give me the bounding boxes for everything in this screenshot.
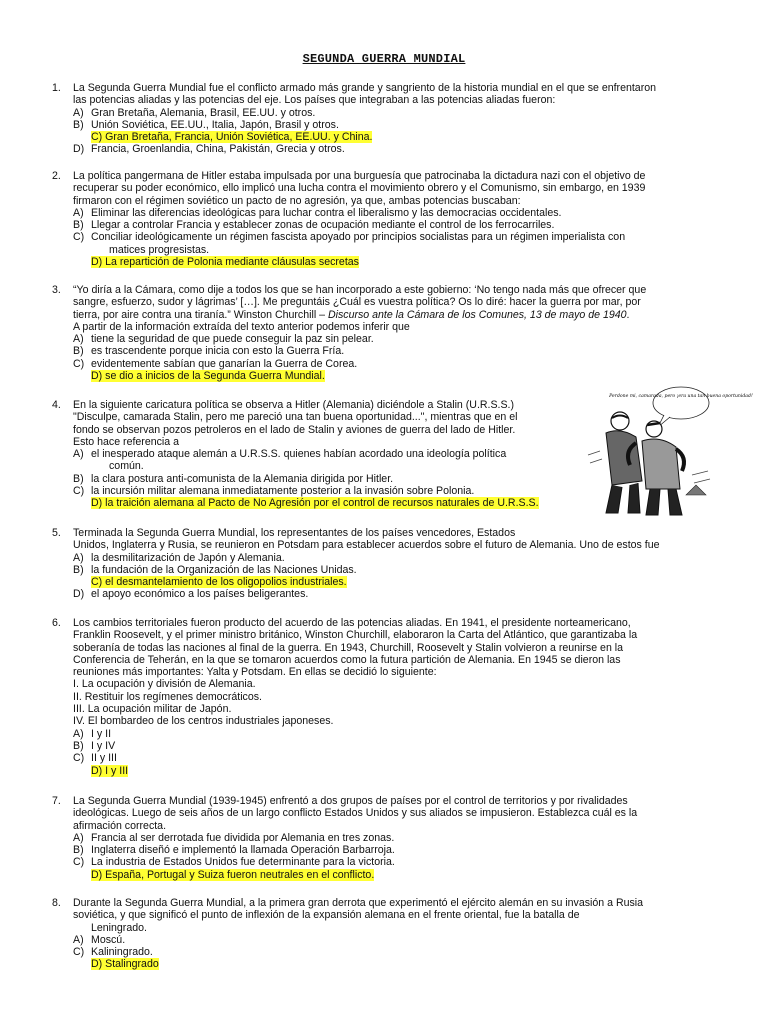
question-stem-line: recuperar su poder económico, ello implicó una lucha contra el movimiento obrero y el Comunismo, sin embargo, en 1939 (73, 182, 646, 195)
question-stem-line: reuniones más importantes: Yalta y Potsdam. En ellas se decidió lo siguiente: (73, 666, 437, 679)
question-stem-line: firmaron con el régimen soviético un pacto de no agresión, ya que, ambas potencias buscaban: (73, 194, 521, 207)
question-number: 5. (52, 527, 61, 539)
option-b: B) Llegar a controlar Francia y establecer zonas de ocupación mediante el control de los ferrocarriles. (73, 219, 555, 232)
option-c: C) La industria de Estados Unidos fue determinante para la victoria. (73, 856, 395, 869)
option-a: A) I y II (73, 727, 112, 740)
question-stem-line: Los cambios territoriales fueron producto del acuerdo de las potencias aliadas. En 1941, el presidente norteamericano, (73, 617, 631, 629)
question-stem-line: La Segunda Guerra Mundial fue el conflicto armado más grande y sangriento de la historia mundial en el que se enfrentaron (73, 82, 657, 94)
option-a: A) Eliminar las diferencias ideológicas para luchar contra el liberalismo y las democracias occidentales. (73, 206, 562, 219)
question-5 (52, 527, 743, 601)
question-number: 8. (52, 897, 61, 909)
option-c: C) II y III (73, 752, 117, 765)
option-a: A) Francia al ser derrotada fue dividida por Alemania en tres zonas. (73, 831, 395, 844)
question-2 (52, 170, 743, 268)
political-cartoon-image (584, 385, 753, 520)
question-stem-line: Unidos, Inglaterra y Rusia, se reunieron en Potsdam para establecer acuerdos sobre el futuro de Alemania. Uno de estos fue (73, 539, 660, 552)
question-stem-line: Franklin Roosevelt, y el primer ministro británico, Winston Churchill, elaboraron la Carta del Atlántico, que garantizaba la (73, 629, 638, 642)
option-a: A) Moscú. (73, 933, 126, 946)
option-a: A) la desmilitarización de Japón y Alemania. (73, 551, 285, 564)
question-stem-line: La Segunda Guerra Mundial (1939-1945) enfrentó a dos grupos de países por el control de territorios y por rivalidades (73, 795, 628, 807)
question-6 (52, 617, 743, 777)
question-stem-line: Terminada la Segunda Guerra Mundial, los representantes de los países vencedores, Estados (73, 527, 516, 539)
option-b: B) Unión Soviética, EE.UU., Italia, Japón, Brasil y otros. (73, 118, 339, 131)
question-number: 1. (52, 82, 61, 94)
option-b: B) es trascendente porque inicia con esto la Guerra Fría. (73, 345, 345, 358)
option-a: A) el inesperado ataque alemán a U.R.S.S. quienes habían acordado una ideología política común. (73, 448, 507, 473)
option-b: B) I y IV (73, 739, 116, 752)
question-number: 3. (52, 284, 61, 296)
question-stem-line: sangre, esfuerzo, sudor y lágrimas’ […]. Me preguntáis ¿Cuál es vuestra política? Os lo diré: hacer la guerra por mar, por (73, 296, 641, 309)
question-stem-line: "Disculpe, camarada Stalin, pero me pareció una tan buena oportunidad...", mientras que en el (73, 411, 518, 424)
question-stem-line: A partir de la información extraída del texto anterior podemos inferir que (73, 320, 410, 333)
question-stem-line: Conferencia de Teherán, en la que se tomaron acuerdos como la futura partición de Alemania. En 1945 se dieron las (73, 653, 621, 666)
option-a: A) tiene la seguridad de que puede conseguir la paz sin pelear. (73, 333, 374, 346)
option-c: C) evidentemente sabían que ganarían la Guerra de Corea. (73, 357, 358, 370)
option-c: C) Conciliar ideológicamente un régimen fascista apoyado por principios socialistas para un régimen imperialista con matices progresistas. (73, 231, 626, 256)
option-d: D) Francia, Groenlandia, China, Pakistán, Grecia y otros. (73, 143, 345, 156)
question-number: 7. (52, 795, 61, 807)
question-stem-line: tierra, por aire contra una tiranía.” Winston Churchill – Discurso ante la Cámara de los Comunes, 13 de mayo de 1940. (73, 308, 630, 321)
question-number: 2. (52, 170, 61, 182)
question-stem-line: Esto hace referencia a (73, 435, 179, 448)
option-c: C) Kaliningrado. (73, 946, 153, 959)
question-stem-line: La política pangermana de Hitler estaba impulsada por una burguesía que patrocinaba la dictadura nazi con el objetivo de (73, 170, 646, 182)
option-a: A) Gran Bretaña, Alemania, Brasil, EE.UU. y otros. (73, 106, 316, 119)
question-number: 6. (52, 617, 61, 629)
statement-item: II. Restituir los regímenes democráticos. (73, 690, 262, 703)
option-c-correct: C) Gran Bretaña, Francia, Unión Soviética, EE.UU. y China. (91, 131, 373, 144)
option-c: C) la incursión militar alemana inmediatamente posterior a la invasión sobre Polonia. (73, 485, 475, 498)
question-stem-line: las potencias aliadas y las potencias del eje. Los países que integraban a las potencias aliadas fueron: (73, 94, 556, 107)
question-stem-line: afirmación correcta. (73, 819, 167, 832)
question-stem-line: soberanía de todas las naciones al final de la guerra. En 1943, Churchill, Roosevelt y Stalin volvieron a reunirse en la (73, 641, 624, 654)
option-b: B) la clara postura anti-comunista de la Alemania dirigida por Hitler. (73, 472, 394, 485)
option-d-correct: D) I y III (91, 764, 129, 777)
question-8 (52, 897, 743, 971)
statement-item: IV. El bombardeo de los centros industriales japoneses. (73, 715, 334, 728)
question-stem-line: soviética, y que significó el punto de inflexión de la expansión alemana en el frente oriental, fue la batalla de (73, 909, 580, 922)
question-stem-line: En la siguiente caricatura política se observa a Hitler (Alemania) diciéndole a Stalin (U.R.S.S.) (73, 399, 515, 411)
option-d-correct: D) La repartición de Polonia mediante cláusulas secretas (91, 256, 359, 269)
question-1 (52, 82, 743, 156)
question-7 (52, 795, 743, 881)
question-stem-line: fondo se observan pozos petroleros en el lado de Stalin y aviones de guerra del lado de Hitler. (73, 423, 516, 436)
statement-item: III. La ocupación militar de Japón. (73, 703, 232, 716)
option-d-correct: D) Stalingrado (91, 958, 159, 971)
option-d-correct: D) la traición alemana al Pacto de No Agresión por el control de recursos naturales de U.R.S.S. (91, 497, 539, 510)
question-number: 4. (52, 399, 61, 411)
option-d-correct: D) se dio a inicios de la Segunda Guerra Mundial. (91, 370, 325, 383)
option-b: B) la fundación de la Organización de las Naciones Unidas. (73, 563, 357, 576)
question-stem-line: ideológicas. Luego de seis años de un largo conflicto Estados Unidos y sus aliados se impusieron. Establezca cuál es la (73, 807, 638, 820)
document-title: SEGUNDA GUERRA MUNDIAL (302, 52, 466, 66)
question-stem-line: Durante la Segunda Guerra Mundial, a la primera gran derrota que experimentó el ejército alemán en su invasión a Rusia (73, 897, 644, 909)
speech-bubble-text: Perdone mi, camarada, pero ¡era una tan buena oportunidad! (609, 394, 753, 399)
statement-item: I. La ocupación y división de Alemania. (73, 678, 256, 691)
citation: Discurso ante la Cámara de los Comunes, 13 de mayo de 1940 (327, 308, 627, 321)
question-3 (52, 284, 743, 382)
option-unlabeled: Leningrado. (91, 921, 147, 934)
option-c-correct: C) el desmantelamiento de los oligopolios industriales. (91, 576, 347, 589)
question-stem-line: “Yo diría a la Cámara, como dije a todos los que se han incorporado a este gobierno: ‘No tengo nada más que ofrecer que (73, 284, 647, 296)
option-d-correct: D) España, Portugal y Suiza fueron neutrales en el conflicto. (91, 868, 375, 881)
option-d: D) el apoyo económico a los países beligerantes. (73, 588, 309, 601)
option-b: B) Inglaterra diseñó e implementó la llamada Operación Barbarroja. (73, 844, 395, 857)
